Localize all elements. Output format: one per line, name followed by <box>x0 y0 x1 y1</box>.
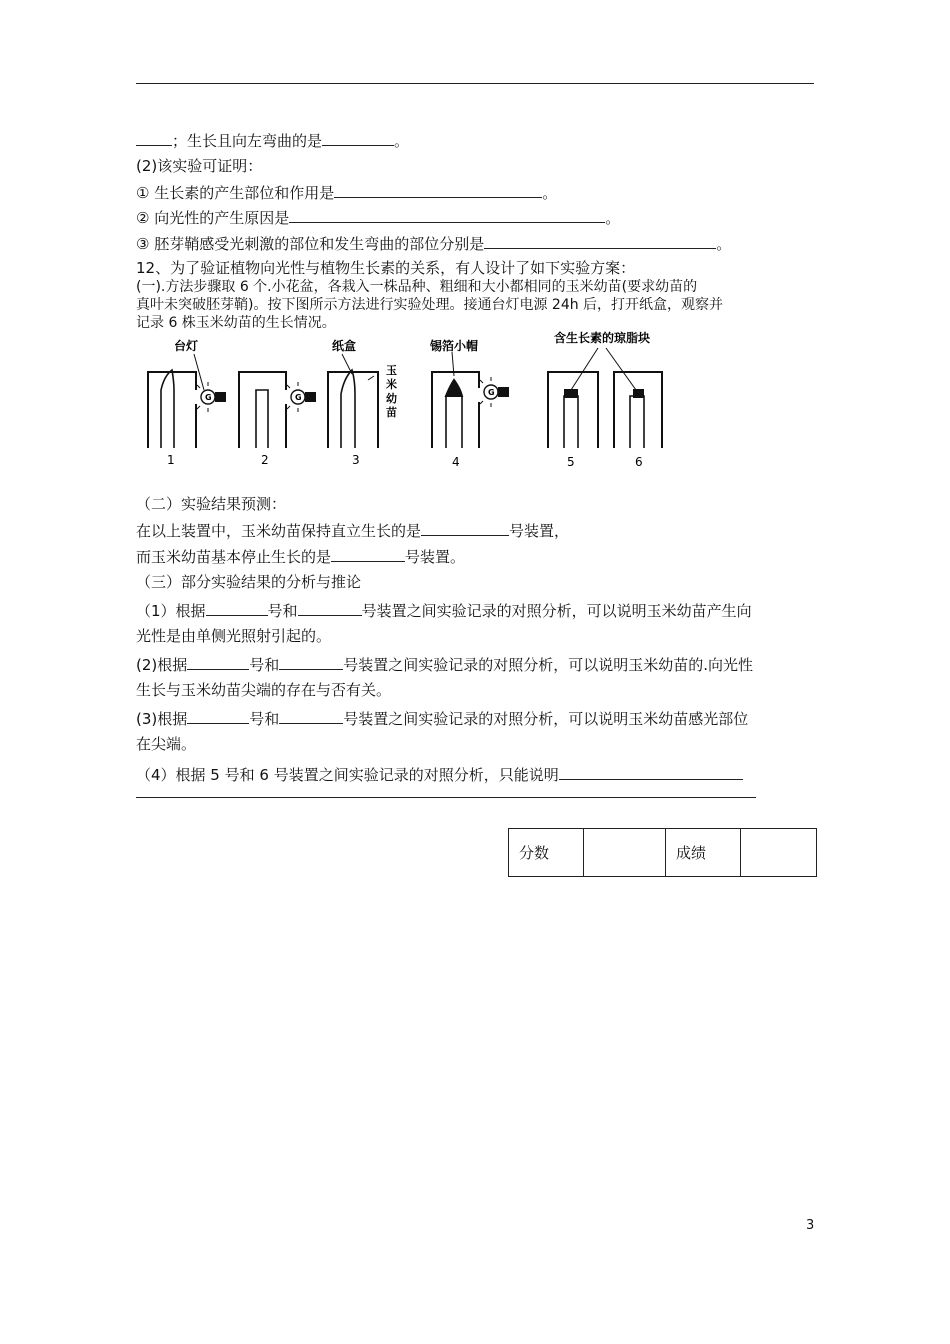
svg-text:G: G <box>205 393 212 402</box>
answer-blank[interactable] <box>279 654 343 670</box>
score-label: 分数 <box>509 829 584 877</box>
setup-number-6: 6 <box>635 455 643 469</box>
label-seedling <box>385 363 397 419</box>
answer-blank[interactable] <box>136 130 172 146</box>
label-box: 纸盒 <box>332 339 357 353</box>
setup-5-box <box>548 372 598 448</box>
prediction-line2: 而玉米幼苗基本停止生长的是 号装置。 <box>136 548 466 566</box>
answer-blank[interactable] <box>279 708 343 724</box>
experiment-diagram <box>136 330 696 470</box>
analysis-3-line2: 在尖端。 <box>136 735 197 753</box>
setup-6-box <box>614 372 662 448</box>
answer-blank[interactable] <box>298 600 362 616</box>
setup-1-box <box>148 370 196 448</box>
setup-number-1: 1 <box>167 453 175 467</box>
svg-text:米: 米 <box>386 378 397 391</box>
answer-blank[interactable] <box>484 233 716 249</box>
grade-value-cell[interactable] <box>741 829 817 877</box>
q11-line4: ② 向光性的产生原因是 。 <box>136 209 621 227</box>
answer-blank[interactable] <box>187 708 249 724</box>
answer-blank[interactable] <box>334 182 542 198</box>
q11-line2: (2)该实验可证明： <box>136 157 263 175</box>
q11-line1: ；生长且向左弯曲的是 。 <box>136 130 409 151</box>
setup-3-box <box>328 370 378 448</box>
svg-text:幼: 幼 <box>386 392 397 405</box>
analysis-1-line2: 光性是由单侧光照射引起的。 <box>136 627 332 645</box>
q11-line3: ① 生长素的产生部位和作用是 。 <box>136 184 558 202</box>
q11-line5: ③ 胚芽鞘感受光刺激的部位和发生弯曲的部位分别是 。 <box>136 235 732 253</box>
q11-line1-text: ；生长且向左弯曲的是 <box>172 132 323 150</box>
answer-continuation-line[interactable] <box>136 797 756 798</box>
answer-blank[interactable] <box>421 520 509 536</box>
answer-blank[interactable] <box>187 654 249 670</box>
score-table <box>508 828 817 877</box>
q12-method-line2: 真叶未突破胚芽鞘)。按下图所示方法进行实验处理。接通台灯电源 24h 后，打开纸盒，观察并 <box>136 297 724 313</box>
analysis-1: （1）根据 号和 号装置之间实验记录的对照分析，可以说明玉米幼苗产生向 <box>136 602 752 620</box>
setup-4-box <box>432 372 479 448</box>
answer-blank[interactable] <box>289 207 605 223</box>
answer-blank[interactable] <box>322 130 394 146</box>
prediction-heading: （二）实验结果预测： <box>136 495 287 513</box>
answer-blank[interactable] <box>331 546 405 562</box>
svg-text:玉: 玉 <box>386 364 397 377</box>
prediction-line1: 在以上装置中，玉米幼苗保持直立生长的是 号装置， <box>136 522 570 540</box>
analysis-2-line2: 生长与玉米幼苗尖端的存在与否有关。 <box>136 681 392 699</box>
q12-method-line1: (一).方法步骤取 6 个.小花盆，各栽入一株品种、粗细和大小都相同的玉米幼苗(要求幼苗的 <box>136 279 698 295</box>
setup-numbers <box>167 453 643 469</box>
svg-text:G: G <box>295 393 302 402</box>
score-value-cell[interactable] <box>584 829 666 877</box>
analysis-heading: （三）部分实验结果的分析与推论 <box>136 573 362 591</box>
label-agar: 含生长素的琼脂块 <box>554 331 651 345</box>
setup-number-5: 5 <box>567 455 575 469</box>
page-number: 3 <box>806 1218 815 1233</box>
setup-2-box <box>239 372 286 448</box>
label-foil-cap: 锡箔小帽 <box>430 339 479 353</box>
setup-number-4: 4 <box>452 455 460 469</box>
experiment-figure <box>136 330 696 470</box>
analysis-3: (3)根据 号和 号装置之间实验记录的对照分析，可以说明玉米幼苗感光部位 <box>136 710 749 728</box>
header-rule <box>136 83 814 84</box>
q12-title: 12、为了验证植物向光性与植物生长素的关系，有人设计了如下实验方案： <box>136 259 636 277</box>
svg-text:苗: 苗 <box>386 406 397 419</box>
svg-text:G: G <box>488 388 495 397</box>
grade-label: 成绩 <box>666 829 741 877</box>
answer-blank[interactable] <box>206 600 268 616</box>
setup-number-2: 2 <box>261 453 269 467</box>
label-lamp: 台灯 <box>174 339 199 353</box>
analysis-2: (2)根据 号和 号装置之间实验记录的对照分析，可以说明玉米幼苗的.向光性 <box>136 656 754 674</box>
setup-number-3: 3 <box>352 453 360 467</box>
answer-blank[interactable] <box>559 764 743 780</box>
analysis-4: （4）根据 5 号和 6 号装置之间实验记录的对照分析，只能说明 <box>136 764 743 785</box>
q12-method-line3: 记录 6 株玉米幼苗的生长情况。 <box>136 315 336 331</box>
